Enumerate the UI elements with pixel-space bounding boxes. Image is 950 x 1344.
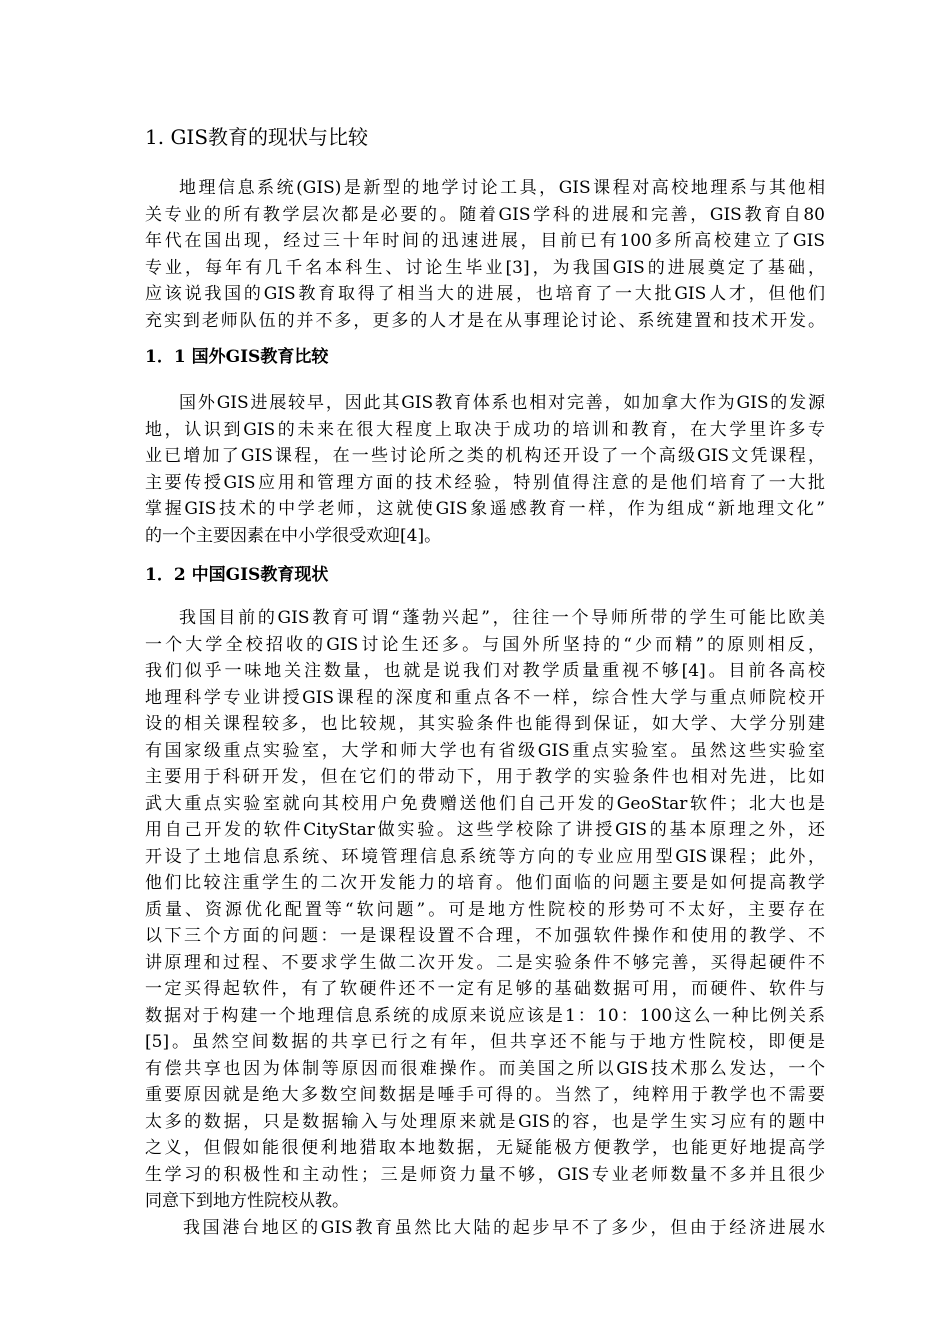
- text-line: 讲原理和过程、不要求学生做二次开发。二是实验条件不够完善，买得起硬件不: [145, 952, 825, 973]
- text-line: 一定买得起软件，有了软硬件还不一定有足够的基础数据可用，而硬件、软件与: [145, 979, 825, 999]
- text-line: 以下三个方面的问题：一是课程设置不合理，不加强软件操作和使用的教学、不: [145, 926, 825, 946]
- text-line: 专业，每年有几千名本科生、讨论生毕业[3]，为我国GIS的进展奠定了基础，: [145, 257, 825, 278]
- text-line: 充实到老师队伍的并不多，更多的人才是在从事理论讨论、系统建置和技术开发。: [145, 310, 825, 331]
- section-heading-1: 1. GIS教育的现状与比较: [145, 125, 369, 149]
- paragraph-china-gis: [145, 605, 825, 1215]
- text-line: 一个大学全校招收的GIS讨论生还多。与国外所坚持的“少而精”的原则相反，: [145, 634, 825, 655]
- text-line: 有偿共享也因为体制等原因而很难操作。而美国之所以GIS技术那么发达，一个: [145, 1058, 825, 1079]
- text-line: 主要用于科研开发，但在它们的带动下，用于教学的实验条件也相对先进，比如: [145, 767, 825, 787]
- text-line: 用自己开发的软件CityStar做实验。这些学校除了讲授GIS的基本原理之外，还: [145, 820, 825, 840]
- text-line: 国外GIS进展较早，因此其GIS教育体系也相对完善，如加拿大作为GIS的发源: [179, 393, 825, 413]
- text-line: 应该说我国的GIS教育取得了相当大的进展，也培育了一大批GIS人才，但他们: [145, 284, 825, 304]
- text-line: 武大重点实验室就向其校用户免费赠送他们自己开发的GeoStar软件；北大也是: [145, 793, 825, 814]
- paragraph-gis-overview: [145, 175, 825, 334]
- text-line: 之义，但假如能很便利地猎取本地数据，无疑能极方便教学，也能更好地提高学: [145, 1138, 825, 1158]
- text-line: 我国港台地区的GIS教育虽然比大陆的起步早不了多少，但由于经济进展水: [183, 1218, 825, 1238]
- section-heading-1-2: 1．2 中国GIS教育现状: [145, 565, 329, 585]
- text-line: 的一个主要因素在中小学很受欢迎[4]。: [145, 525, 442, 546]
- text-line: 地，认识到GIS的未来在很大程度上取决于成功的培训和教育，在大学里许多专: [145, 419, 825, 440]
- text-line: 地理科学专业讲授GIS课程的深度和重点各不一样，综合性大学与重点师院校开: [145, 687, 825, 708]
- text-line: 设的相关课程较多，也比较规，其实验条件也能得到保证，如大学、大学分别建: [145, 714, 825, 734]
- text-line: 有国家级重点实验室，大学和师大学也有省级GIS重点实验室。虽然这些实验室: [145, 740, 825, 761]
- text-line: [5]。虽然空间数据的共享已行之有年，但共享还不能与于地方性院校，即便是: [145, 1032, 825, 1052]
- text-line: 数据对于构建一个地理信息系统的成原来说应该是1：10：100这么一种比例关系: [145, 1005, 825, 1026]
- text-line: 掌握GIS技术的中学老师，这就使GIS象遥感教育一样，作为组成“新地理文化”: [145, 499, 825, 519]
- text-line: 地理信息系统(GIS)是新型的地学讨论工具，GIS课程对高校地理系与其他相: [179, 178, 825, 198]
- text-line: 太多的数据，只是数据输入与处理原来就是GIS的容，也是学生实习应有的题中: [145, 1111, 825, 1132]
- text-line: 主要传授GIS应用和管理方面的技术经验，特别值得注意的是他们培育了一大批: [145, 472, 825, 493]
- text-line: 关专业的所有教学层次都是必要的。随着GIS学科的进展和完善，GIS教育自80: [145, 204, 825, 225]
- text-line: 重要原因就是绝大多数空间数据是唾手可得的。当然了，纯粹用于教学也不需要: [145, 1085, 825, 1105]
- text-line: 质量、资源优化配置等“软问题”。可是地方性院校的形势可不太好，主要存在: [145, 899, 825, 920]
- text-line: 我国目前的GIS教育可谓“蓬勃兴起”，往往一个导师所带的学生可能比欧美: [179, 608, 825, 628]
- paragraph-foreign-gis: [145, 390, 825, 549]
- text-line: 他们比较注重学生的二次开发能力的培育。他们面临的问题主要是如何提高教学: [145, 873, 825, 893]
- text-line: 生学习的积极性和主动性；三是师资力量不够，GIS专业老师数量不多并且很少: [145, 1164, 825, 1185]
- section-heading-1-1: 1．1 国外GIS教育比较: [145, 347, 329, 367]
- paragraph-hk-taiwan-gis: [145, 1215, 825, 1242]
- text-line: 业已增加了GIS课程，在一些讨论所之类的机构还开设了一个高级GIS文凭课程，: [145, 446, 825, 466]
- text-line: 我们似乎一味地关注数量，也就是说我们对教学质量重视不够[4]。目前各高校: [145, 661, 825, 681]
- text-line: 同意下到地方性院校从教。: [145, 1191, 349, 1211]
- text-line: 开设了土地信息系统、环境管理信息系统等方向的专业应用型GIS课程；此外，: [145, 846, 825, 867]
- text-line: 年代在国出现，经过三十年时间的迅速进展，目前已有100多所高校建立了GIS: [145, 231, 825, 251]
